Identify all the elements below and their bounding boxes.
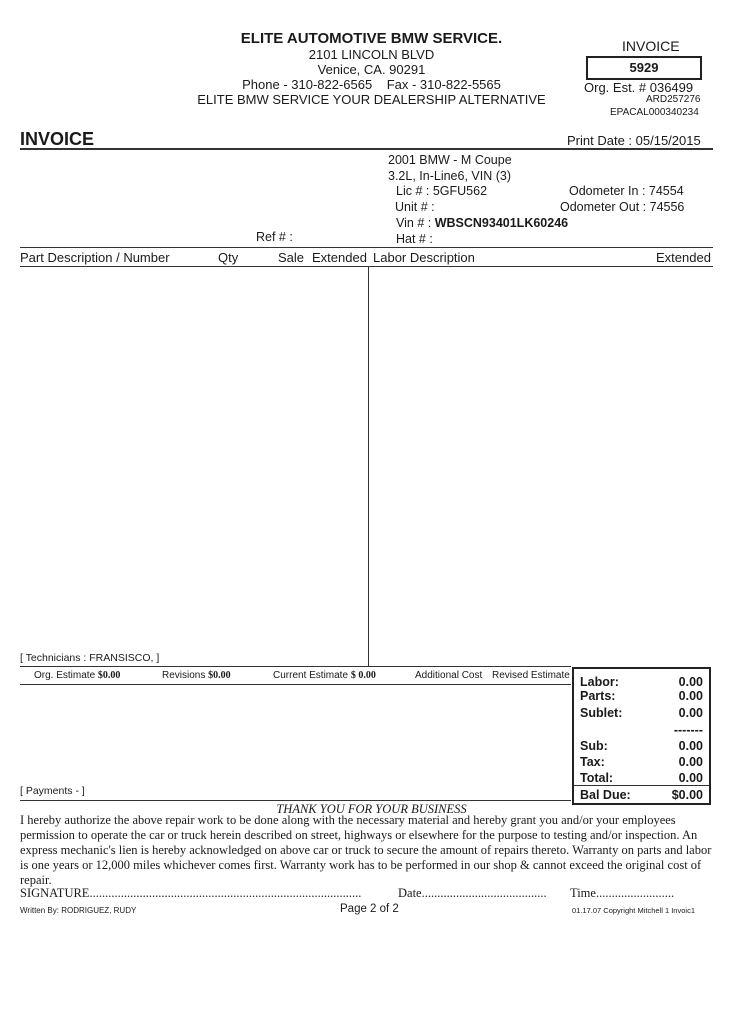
org-estimate-value: $0.00 bbox=[97, 670, 121, 681]
totals-balance-due bbox=[580, 788, 703, 802]
totals-sub-value: 0.00 bbox=[678, 739, 703, 753]
payments-bottom-line bbox=[20, 800, 571, 801]
thank-you-note: THANK YOU FOR YOUR BUSINESS bbox=[276, 802, 467, 816]
column-sale: Sale bbox=[278, 250, 305, 265]
totals-tax bbox=[580, 755, 703, 769]
revisions bbox=[162, 670, 231, 681]
org-estimate-number: Org. Est. # 036499 bbox=[584, 80, 694, 95]
totals-parts bbox=[580, 689, 703, 703]
copyright: 01.17.07 Copyright Mitchell 1 Invoic1 bbox=[572, 906, 695, 915]
shop-address: 2101 LINCOLN BLVD bbox=[308, 47, 435, 62]
totals-total-value: 0.00 bbox=[678, 771, 703, 785]
current-estimate bbox=[273, 670, 376, 681]
revisions-label: Revisions bbox=[162, 670, 206, 681]
totals-box bbox=[572, 667, 711, 805]
column-labor-description: Labor Description bbox=[373, 250, 475, 265]
odometer-in: Odometer In : 74554 bbox=[569, 184, 684, 198]
totals-sub bbox=[580, 739, 703, 753]
license-value: 5GFU562 bbox=[432, 184, 488, 198]
totals-total-label: Total: bbox=[580, 771, 614, 785]
org-estimate-label: Org. Estimate bbox=[34, 670, 96, 681]
revisions-value: $0.00 bbox=[208, 670, 231, 681]
totals-sublet-value: 0.00 bbox=[678, 706, 703, 720]
totals-sub-label: Sub: bbox=[580, 739, 608, 753]
shop-city: Venice, CA. 90291 bbox=[317, 62, 426, 77]
revised-estimate-label: Revised Estimate bbox=[492, 670, 570, 681]
totals-labor bbox=[580, 675, 703, 689]
shop-fax: Fax - 310-822-5565 bbox=[386, 77, 501, 92]
date-line: Date........................................ bbox=[398, 886, 547, 900]
vehicle-engine: 3.2L, In-Line6, VIN (3) bbox=[388, 169, 511, 183]
ard-number: ARD257276 bbox=[646, 94, 701, 105]
totals-balance-label: Bal Due: bbox=[580, 788, 631, 802]
payments: [ Payments - ] bbox=[20, 785, 85, 797]
signature-line: SIGNATURE....................................................................................... bbox=[20, 886, 362, 900]
totals-dash-line: ------- bbox=[673, 723, 703, 737]
totals-parts-value: 0.00 bbox=[678, 689, 703, 703]
hat-label: Hat # : bbox=[396, 232, 433, 246]
time-line: Time......................... bbox=[570, 886, 675, 900]
shop-name: ELITE AUTOMOTIVE BMW SERVICE. bbox=[240, 30, 503, 47]
print-date: Print Date : 05/15/2015 bbox=[567, 133, 701, 148]
invoice-label: INVOICE bbox=[622, 38, 680, 54]
current-estimate-label: Current Estimate bbox=[273, 670, 349, 681]
totals-sublet-label: Sublet: bbox=[580, 706, 623, 720]
columns-top-line bbox=[20, 247, 713, 248]
vin-value: WBSCN93401LK60246 bbox=[434, 216, 569, 230]
org-estimate bbox=[34, 670, 120, 681]
estimate-bottom-line bbox=[20, 684, 571, 685]
vehicle-model: 2001 BMW - M Coupe bbox=[388, 153, 512, 167]
column-extended: Extended bbox=[312, 250, 367, 265]
unit-label: Unit # : bbox=[395, 200, 435, 214]
vin-label: Vin # : bbox=[396, 216, 432, 230]
page-number: Page 2 of 2 bbox=[340, 903, 399, 915]
totals-tax-label: Tax: bbox=[580, 755, 605, 769]
additional-cost-label: Additional Cost bbox=[415, 670, 483, 681]
invoice-number: 5929 bbox=[586, 56, 702, 80]
totals-tax-value: 0.00 bbox=[678, 755, 703, 769]
technicians: [ Technicians : FRANSISCO, ] bbox=[20, 652, 160, 664]
shop-phone: Phone - 310-822-6565 bbox=[242, 77, 373, 92]
column-qty: Qty bbox=[218, 250, 239, 265]
column-part-description: Part Description / Number bbox=[20, 250, 170, 265]
totals-labor-label: Labor: bbox=[580, 675, 619, 689]
authorization-text: I hereby authorize the above repair work to be done along with the necessary material and hereby grant you and/or your employees permission to operate the car or truck herein described on street, highways or elsewhere for the purpose to testing and/or inspection. An express mechanic's lien is hereby acknowledged on above car or truck to secure the amount of repairs thereto. Warranty on parts and labor is one years or 12,000 miles whichever comes first. Warranty work has to be performed in our shop & cannot exceed the original cost of repair. bbox=[20, 813, 712, 887]
written-by: Written By: RODRIGUEZ, RUDY bbox=[20, 906, 137, 915]
column-labor-extended: Extended bbox=[656, 250, 711, 265]
totals-balance-value: $0.00 bbox=[671, 788, 703, 802]
page-title: INVOICE bbox=[20, 129, 95, 149]
totals-parts-label: Parts: bbox=[580, 689, 616, 703]
epa-number: EPACAL000340234 bbox=[610, 107, 699, 118]
current-estimate-value: $ 0.00 bbox=[350, 670, 376, 681]
license-label: Lic # : bbox=[396, 184, 430, 198]
vin-row bbox=[396, 216, 568, 230]
license-row bbox=[396, 184, 487, 198]
totals-sublet bbox=[580, 706, 703, 720]
parts-labor-divider bbox=[368, 266, 369, 666]
odometer-out: Odometer Out : 74556 bbox=[560, 200, 685, 214]
shop-tagline: ELITE BMW SERVICE YOUR DEALERSHIP ALTERNATIVE bbox=[197, 92, 546, 107]
totals-labor-value: 0.00 bbox=[678, 675, 703, 689]
ref-label: Ref # : bbox=[256, 230, 293, 244]
title-divider bbox=[20, 148, 713, 150]
totals-divider bbox=[574, 785, 709, 786]
totals-total bbox=[580, 771, 703, 785]
estimate-top-line bbox=[20, 666, 571, 667]
columns-bottom-line bbox=[20, 266, 713, 267]
